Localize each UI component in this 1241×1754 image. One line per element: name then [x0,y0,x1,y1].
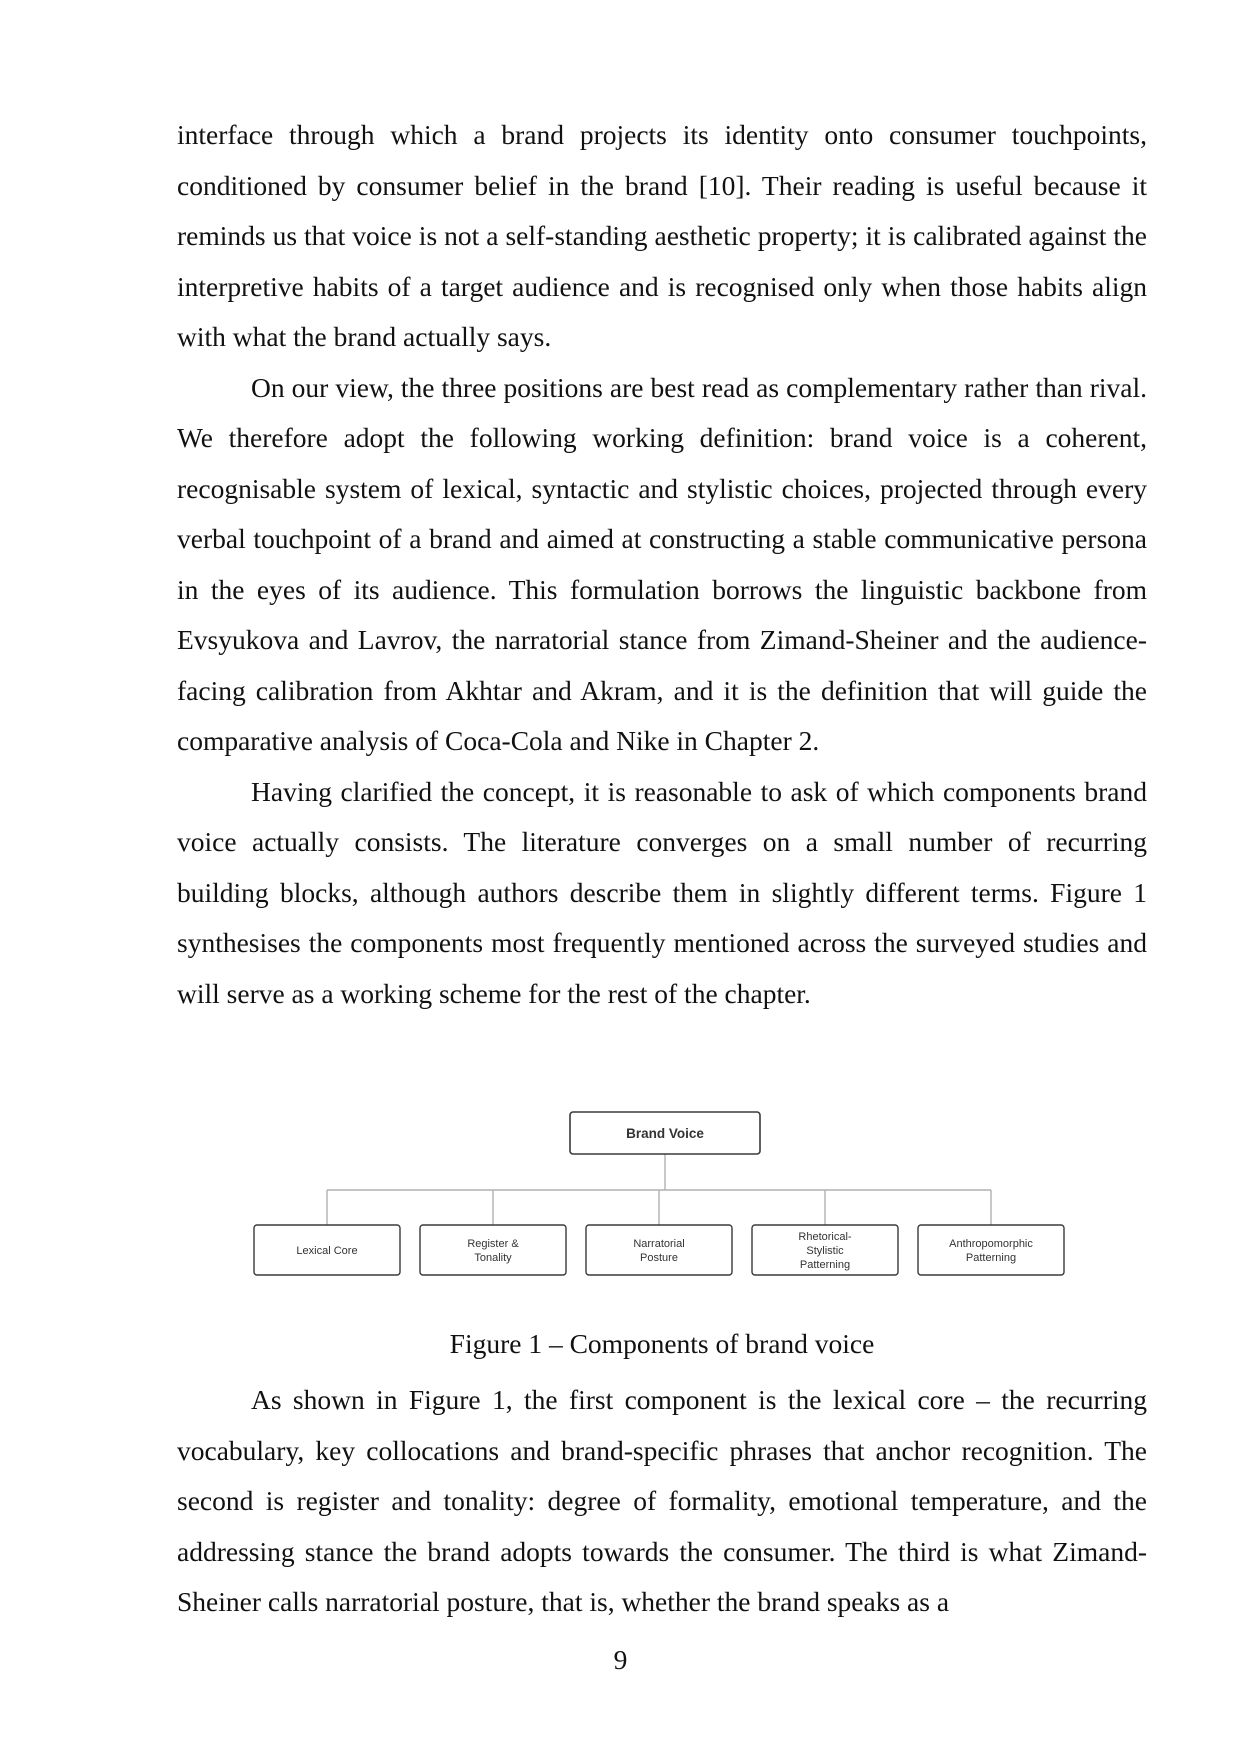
component-diagram [250,1110,1080,1290]
component-label: Stylistic [806,1245,844,1257]
root-label: Brand Voice [626,1126,704,1141]
body-text-top [177,110,1147,1019]
component-node [254,1225,400,1275]
component-node [586,1225,732,1275]
component-label: Register & [467,1238,519,1250]
page-number: 9 [613,1644,628,1675]
component-label: Rhetorical- [798,1231,852,1243]
component-node [918,1225,1064,1275]
component-node [752,1225,898,1275]
component-label: Patterning [799,1259,851,1271]
connector-lines [327,1154,991,1225]
component-label: Anthropomorphic [949,1238,1033,1250]
figure-brand-voice-components [250,1110,1080,1290]
paragraph-3: Having clarified the concept, it is reasonable to ask of which components brand voice actually consists. The literature converges on a small number of recurring building blocks, although authors describe them in slightly different terms. Figure 1 synthesises the components most frequently mentioned across the surveyed studies and will serve as a working scheme for the rest of the chapter. [177,775,1147,1009]
component-box [918,1225,1064,1275]
component-box [586,1225,732,1275]
component-label: Lexical Core [296,1245,358,1257]
component-box [420,1225,566,1275]
component-label: Tonality [474,1252,512,1264]
child-nodes [254,1225,1064,1275]
figure-caption: Figure 1 – Components of brand voice [449,1328,875,1359]
paragraph-4: As shown in Figure 1, the first component is the lexical core – the recurring vocabulary, key collocations and brand-specific phrases that anchor recognition. The second is register and tonality: degree of formality, emotional temperature, and the addressing stance the brand adopts towards the consumer. The third is what Zimand-Sheiner calls narratorial posture, that is, whether the brand speaks as a [177,1384,1147,1617]
paragraph-2: On our view, the three positions are best read as complementary rather than rival. We therefore adopt the following working definition: brand voice is a coherent, recognisable system of lexical, syntactic and stylistic choices, projected through every verbal touchpoint of a brand and aimed at constructing a stable communicative persona in the eyes of its audience. This formulation borrows the linguistic backbone from Evsyukova and Lavrov, the narratorial stance from Zimand-Sheiner and the audience-facing calibration from Akhtar and Akram, and it is the definition that will guide the comparative analysis of Coca-Cola and Nike in Chapter 2. [177,371,1147,756]
body-text-bottom [177,1375,1147,1628]
paragraph-1: interface through which a brand projects its identity onto consumer touchpoints, conditioned by consumer belief in the brand [10]. Their reading is useful because it reminds us that voice is not a self-standing aesthetic property; it is calibrated against the interpretive habits of a target audience and is recognised only when those habits align with what the brand actually says. [177,119,1147,352]
component-label: Narratorial [633,1238,685,1250]
component-label: Patterning [965,1252,1017,1264]
component-node [420,1225,566,1275]
component-label: Posture [640,1252,678,1264]
root-node [570,1112,760,1154]
